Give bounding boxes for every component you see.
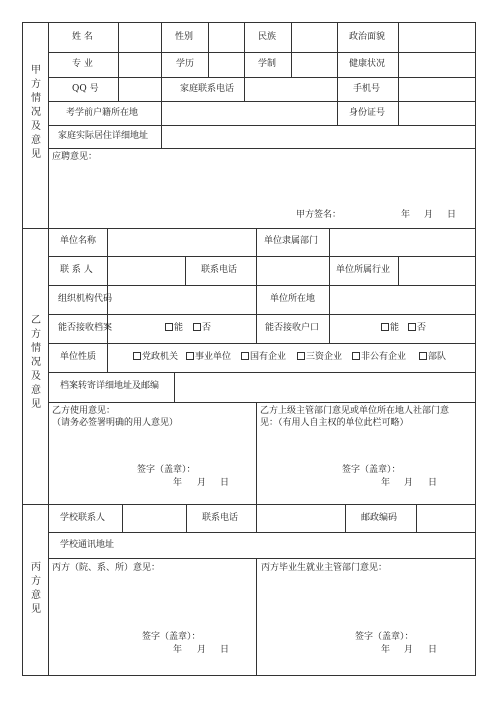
health-field[interactable]: [399, 53, 475, 77]
application-opinion-field[interactable]: [49, 165, 475, 205]
employment-month: 月: [404, 645, 414, 655]
archive-address-label: 档案转寄详细地址及邮编: [60, 381, 160, 391]
major-label: 专 业: [72, 59, 93, 69]
mobile-label: 手机号: [353, 84, 381, 94]
nature-option-institution[interactable]: [186, 352, 231, 363]
employment-opinion-field[interactable]: [257, 576, 475, 628]
c-col-line-2: [186, 504, 187, 533]
unit-dept-field[interactable]: [330, 229, 475, 256]
dept-month: 月: [197, 645, 207, 655]
mobile-field[interactable]: [399, 78, 475, 101]
home-phone-label: 家庭联系电话: [180, 84, 235, 94]
archive-no-option[interactable]: [193, 323, 211, 334]
border-left: [22, 22, 23, 676]
nature-gov-checkbox[interactable]: [133, 352, 141, 360]
use-seal-label: 签字（盖章）：: [137, 465, 196, 475]
school-address-field[interactable]: [123, 533, 475, 558]
hukou-yes-checkbox[interactable]: [381, 323, 389, 331]
unit-dept-label: 单位隶属部门: [264, 236, 319, 246]
nature-foreign-label: 三资企业: [306, 352, 343, 362]
b-row-line-4: [48, 343, 476, 344]
nature-private-checkbox[interactable]: [352, 352, 360, 360]
b-row-line-3: [48, 314, 476, 315]
nature-military-label: 部队: [428, 352, 447, 362]
hukou-label: 考学前户籍所在地: [66, 108, 139, 118]
use-opinion-field[interactable]: [49, 430, 256, 462]
party-a-day: 日: [447, 210, 457, 220]
upper-seal-label: 签字（盖章）：: [342, 465, 401, 475]
id-number-field[interactable]: [399, 102, 475, 125]
use-year: 年: [173, 478, 183, 488]
hukou-yes-label: 能: [390, 323, 400, 333]
c-col-line-4: [345, 504, 346, 533]
nature-option-private[interactable]: [352, 352, 406, 363]
b-row-line-6: [48, 402, 476, 403]
nature-soe-checkbox[interactable]: [241, 352, 249, 360]
school-contact-phone-field[interactable]: [257, 505, 345, 532]
gender-field[interactable]: [209, 23, 244, 52]
industry-label: 单位所属行业: [336, 265, 391, 275]
ethnicity-label: 民族: [258, 32, 277, 42]
school-contact-label: 学校联系人: [60, 513, 106, 523]
nature-option-military[interactable]: [419, 352, 446, 363]
schooling-field[interactable]: [292, 53, 337, 77]
use-month: 月: [197, 478, 207, 488]
politics-field[interactable]: [399, 23, 475, 52]
nature-military-checkbox[interactable]: [419, 352, 427, 360]
education-label: 学历: [176, 59, 195, 69]
upper-opinion-field[interactable]: [257, 430, 475, 462]
hukou-no-label: 否: [417, 323, 427, 333]
hukou-field[interactable]: [162, 102, 337, 125]
can-archive-label: 能否接收档案: [58, 323, 113, 333]
nature-soe-label: 国有企业: [250, 352, 287, 362]
upper-opinion-label: 乙方上级主管部门意见或单位所在地人社部门意: [260, 406, 450, 416]
home-address-field[interactable]: [162, 126, 475, 148]
dept-year: 年: [173, 645, 183, 655]
upper-year: 年: [381, 478, 391, 488]
b-col-line-4: [185, 256, 186, 285]
id-number-label: 身份证号: [349, 108, 386, 118]
nature-gov-label: 党政机关: [142, 352, 179, 362]
politics-label: 政治面貌: [349, 32, 386, 42]
name-field[interactable]: [119, 23, 161, 52]
party-a-side-label: 甲 方 情 况 及 意 见: [31, 65, 41, 160]
nature-institution-label: 事业单位: [195, 352, 232, 362]
qq-label: QQ 号: [72, 84, 99, 94]
border-right: [475, 22, 476, 676]
health-label: 健康状况: [349, 59, 386, 69]
employment-seal-label: 签字（盖章）：: [355, 632, 414, 642]
gender-label: 性别: [175, 32, 194, 42]
unit-nature-label: 单位性质: [60, 352, 97, 362]
employment-opinion-label: 丙方毕业生就业主管部门意见：: [261, 563, 388, 573]
archive-address-field[interactable]: [175, 373, 475, 402]
a-col-line-4: [244, 22, 245, 78]
use-day: 日: [220, 478, 230, 488]
ethnicity-field[interactable]: [292, 23, 337, 52]
employment-day: 日: [428, 645, 438, 655]
contact-person-label: 联 系 人: [60, 265, 93, 275]
nature-option-gov[interactable]: [133, 352, 178, 363]
employment-year: 年: [381, 645, 391, 655]
nature-option-foreign[interactable]: [297, 352, 342, 363]
major-field[interactable]: [119, 53, 161, 77]
a-col-line-mobile: [337, 77, 338, 125]
contact-phone-label: 联系电话: [201, 265, 238, 275]
nature-foreign-checkbox[interactable]: [297, 352, 305, 360]
section-divider-b-c: [22, 504, 476, 505]
b-col-line-6: [329, 256, 330, 285]
application-opinion-label: 应聘意见：: [52, 152, 98, 162]
home-address-label: 家庭实际居住详细地址: [58, 131, 149, 141]
party-a-signature-label: 甲方签名：: [296, 210, 342, 220]
unit-location-field[interactable]: [330, 286, 475, 314]
archive-no-label: 否: [202, 323, 212, 333]
upper-day: 日: [428, 478, 438, 488]
industry-field[interactable]: [399, 257, 475, 285]
postcode-label: 邮政编码: [361, 513, 398, 523]
a-row-line-5: [48, 148, 476, 149]
hukou-no-checkbox[interactable]: [408, 323, 416, 331]
hukou-no-option[interactable]: [408, 323, 426, 334]
archive-no-checkbox[interactable]: [193, 323, 201, 331]
nature-institution-checkbox[interactable]: [186, 352, 194, 360]
nature-option-soe[interactable]: [241, 352, 286, 363]
dept-seal-label: 签字（盖章）：: [142, 632, 201, 642]
education-field[interactable]: [209, 53, 244, 77]
contact-phone-field[interactable]: [257, 257, 329, 285]
border-bottom: [22, 675, 476, 676]
dept-opinion-field[interactable]: [49, 576, 256, 628]
postcode-field[interactable]: [417, 505, 475, 532]
use-opinion-label: 乙方使用意见：: [52, 406, 116, 416]
unit-name-field[interactable]: [108, 229, 256, 256]
school-address-label: 学校通讯地址: [60, 540, 115, 550]
can-hukou-label: 能否接收户口: [265, 323, 320, 333]
b-col-line-10: [107, 343, 108, 373]
a-col-line-2: [161, 22, 162, 78]
org-code-label: 组织机构代码: [58, 294, 113, 304]
b-col-line-8: [256, 285, 257, 344]
archive-yes-checkbox[interactable]: [165, 323, 173, 331]
party-b-side-label: 乙 方 情 况 及 意 见: [31, 315, 41, 410]
home-phone-field[interactable]: [245, 78, 337, 101]
a-col-line-6: [337, 22, 338, 78]
upper-month: 月: [404, 478, 414, 488]
upper-opinion-note: 见：（有用人自主权的单位此栏可略）: [260, 418, 409, 428]
name-label: 姓 名: [72, 32, 93, 42]
party-a-year: 年: [401, 210, 411, 220]
dept-opinion-label: 丙方（院、系、所）意见：: [52, 563, 161, 573]
org-code-field[interactable]: [108, 286, 256, 314]
contact-person-field[interactable]: [108, 257, 185, 285]
unit-name-label: 单位名称: [60, 236, 97, 246]
c-row-line-2: [48, 558, 476, 559]
b-col-line-2: [256, 228, 257, 257]
archive-yes-option[interactable]: [165, 323, 183, 334]
use-opinion-note: （请务必签署明确的用人意见）: [52, 418, 179, 428]
party-c-side-label: 丙 方 意 见: [31, 562, 41, 615]
archive-yes-label: 能: [174, 323, 184, 333]
hukou-yes-option[interactable]: [381, 323, 399, 334]
qq-field[interactable]: [119, 78, 161, 101]
party-a-month: 月: [424, 210, 434, 220]
school-contact-phone-label: 联系电话: [202, 513, 239, 523]
school-contact-field[interactable]: [123, 505, 186, 532]
schooling-label: 学制: [258, 59, 277, 69]
nature-private-label: 非公有企业: [361, 352, 407, 362]
unit-location-label: 单位所在地: [270, 294, 316, 304]
dept-day: 日: [220, 645, 230, 655]
a-col-line-homephone: [161, 77, 162, 102]
